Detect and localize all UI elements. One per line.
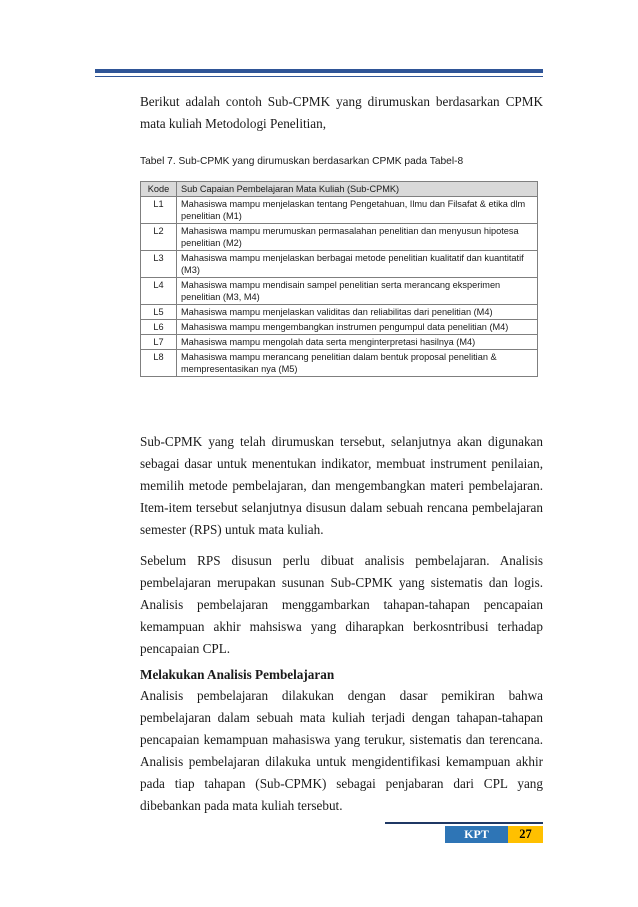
table-row — [141, 251, 538, 278]
row-desc: Mahasiswa mampu mengembangkan instrumen pengumpul data penelitian (M4) — [177, 320, 538, 335]
row-kode: L1 — [141, 197, 177, 224]
row-desc: Mahasiswa mampu mengolah data serta menginterpretasi hasilnya (M4) — [177, 335, 538, 350]
intro-paragraph: Berikut adalah contoh Sub-CPMK yang dirumuskan berdasarkan CPMK mata kuliah Metodologi Penelitian, — [140, 94, 543, 131]
rps-paragraph: Sebelum RPS disusun perlu dibuat analisis pembelajaran. Analisis pembelajaran merupakan susunan Sub-CPMK yang sistematis dan logis. Analisis pembelajaran menggambarkan tahapan-tahapan pencapaian kemampuan akhir mahsiswa yang diharapkan berkosntribusi terhadap pencapaian CPL. — [140, 553, 543, 656]
row-desc: Mahasiswa mampu menjelaskan validitas dan reliabilitas dari penelitian (M4) — [177, 305, 538, 320]
table-row — [141, 224, 538, 251]
row-kode: L6 — [141, 320, 177, 335]
footer-label: KPT — [445, 826, 508, 843]
section-heading: Melakukan Analisis Pembelajaran — [140, 667, 335, 682]
table-caption: Tabel 7. Sub-CPMK yang dirumuskan berdasarkan CPMK pada Tabel-8 — [140, 156, 464, 167]
subcpmk-paragraph: Sub-CPMK yang telah dirumuskan tersebut, selanjutnya akan digunakan sebagai dasar untuk menentukan indikator, membuat instrument penilaian, memilih metode pembelajaran, dan mengembangkan materi pembelajaran. Item-item tersebut selanjutnya disusun dalam sebuah rencana pembelajaran semester (RPS) untuk mata kuliah. — [140, 434, 543, 537]
row-kode: L5 — [141, 305, 177, 320]
row-kode: L8 — [141, 350, 177, 377]
header-kode: Kode — [141, 182, 177, 197]
row-desc: Mahasiswa mampu merumuskan permasalahan penelitian dan menyusun hipotesa penelitian (M2) — [177, 224, 538, 251]
page-number: 27 — [508, 826, 543, 843]
row-kode: L4 — [141, 278, 177, 305]
table-row — [141, 350, 538, 377]
table-row — [141, 197, 538, 224]
table-row — [141, 335, 538, 350]
row-desc: Mahasiswa mampu menjelaskan berbagai metode penelitian kualitatif dan kuantitatif (M3) — [177, 251, 538, 278]
analisis-paragraph: Analisis pembelajaran dilakukan dengan dasar pemikiran bahwa pembelajaran dalam sebuah mata kuliah terjadi dengan tahapan-tahapan pencapaian kemampuan mahasiswa yang terukur, sistematis dan terencana. Analisis pembelajaran dilakuka untuk mengidentifikasi kemampuan akhir pada tiap tahapan (Sub-CPMK) sebagai penjabaran dari CPL yang dibebankan pada mata kuliah tersebut. — [140, 688, 543, 813]
header-sub-cpmk: Sub Capaian Pembelajaran Mata Kuliah (Sub-CPMK) — [177, 182, 538, 197]
row-kode: L7 — [141, 335, 177, 350]
header-rule-thin — [95, 76, 543, 77]
row-desc: Mahasiswa mampu merancang penelitian dalam bentuk proposal penelitian & mempresentasikan nya (M5) — [177, 350, 538, 377]
row-desc: Mahasiswa mampu mendisain sampel penelitian serta merancang eksperimen penelitian (M3, M4) — [177, 278, 538, 305]
row-kode: L3 — [141, 251, 177, 278]
subcpmk-table — [140, 181, 538, 377]
table-row — [141, 320, 538, 335]
table-row — [141, 278, 538, 305]
header-rule-thick — [95, 69, 543, 73]
row-desc: Mahasiswa mampu menjelaskan tentang Pengetahuan, Ilmu dan Filsafat & etika dlm penelitian (M1) — [177, 197, 538, 224]
row-kode: L2 — [141, 224, 177, 251]
footer-rule — [385, 822, 543, 824]
table-row — [141, 305, 538, 320]
table-header-row — [141, 182, 538, 197]
